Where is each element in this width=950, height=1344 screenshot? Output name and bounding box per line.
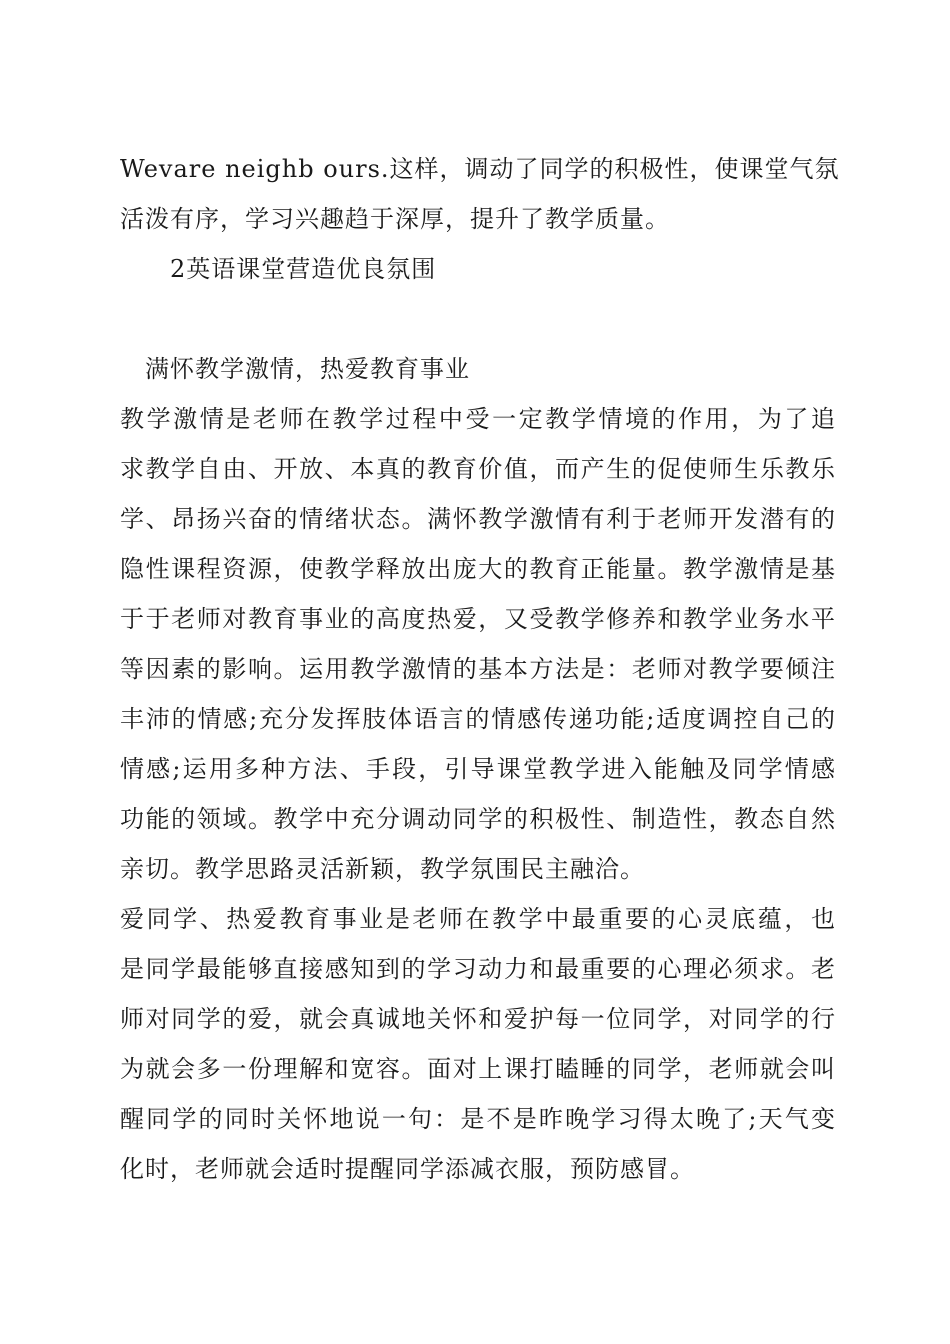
intro-paragraph	[120, 144, 840, 244]
text-line: 教学激情是老师在教学过程中受一定教学情境的作用，为了追	[120, 405, 836, 433]
text-line: 为就会多一份理解和宽容。面对上课打瞌睡的同学，老师就会叫	[120, 1055, 836, 1083]
section-subheading	[145, 344, 861, 394]
subheading-text: 满怀教学激情，热爱教育事业	[145, 355, 470, 383]
text-line: 求教学自由、开放、本真的教育价值，而产生的促使师生乐教乐	[120, 455, 836, 483]
text-line: 爱同学、热爱教育事业是老师在教学中最重要的心灵底蕴，也	[120, 905, 836, 933]
text-line: Wevare neighb ours.这样，调动了同学的积极性，使课堂气氛	[120, 155, 840, 183]
body-paragraph-2	[120, 894, 836, 1194]
text-line: 活泼有序，学习兴趣趋于深厚，提升了教学质量。	[120, 205, 670, 233]
text-line: 化时，老师就会适时提醒同学添减衣服，预防感冒。	[120, 1155, 695, 1183]
text-line: 亲切。教学思路灵活新颖，教学氛围民主融洽。	[120, 855, 645, 883]
body-paragraph-1	[120, 394, 836, 894]
text-line: 是同学最能够直接感知到的学习动力和最重要的心理必须求。老	[120, 955, 836, 983]
text-line: 情感;运用多种方法、手段，引导课堂教学进入能触及同学情感	[120, 755, 836, 783]
text-line: 学、昂扬兴奋的情绪状态。满怀教学激情有利于老师开发潜有的	[120, 505, 836, 533]
text-line: 隐性课程资源，使教学释放出庞大的教育正能量。教学激情是基	[120, 555, 836, 583]
text-line: 功能的领域。教学中充分调动同学的积极性、制造性，教态自然	[120, 805, 836, 833]
text-line: 醒同学的同时关怀地说一句：是不是昨晚学习得太晚了;天气变	[120, 1105, 836, 1133]
text-line: 于于老师对教育事业的高度热爱，又受教学修养和教学业务水平	[120, 605, 836, 633]
heading-text: 2英语课堂营造优良氛围	[170, 255, 437, 283]
text-line: 师对同学的爱，就会真诚地关怀和爱护每一位同学，对同学的行	[120, 1005, 836, 1033]
text-line: 丰沛的情感;充分发挥肢体语言的情感传递功能;适度调控自己的	[120, 705, 836, 733]
text-line: 等因素的影响。运用教学激情的基本方法是：老师对教学要倾注	[120, 655, 836, 683]
section-heading	[170, 244, 886, 294]
